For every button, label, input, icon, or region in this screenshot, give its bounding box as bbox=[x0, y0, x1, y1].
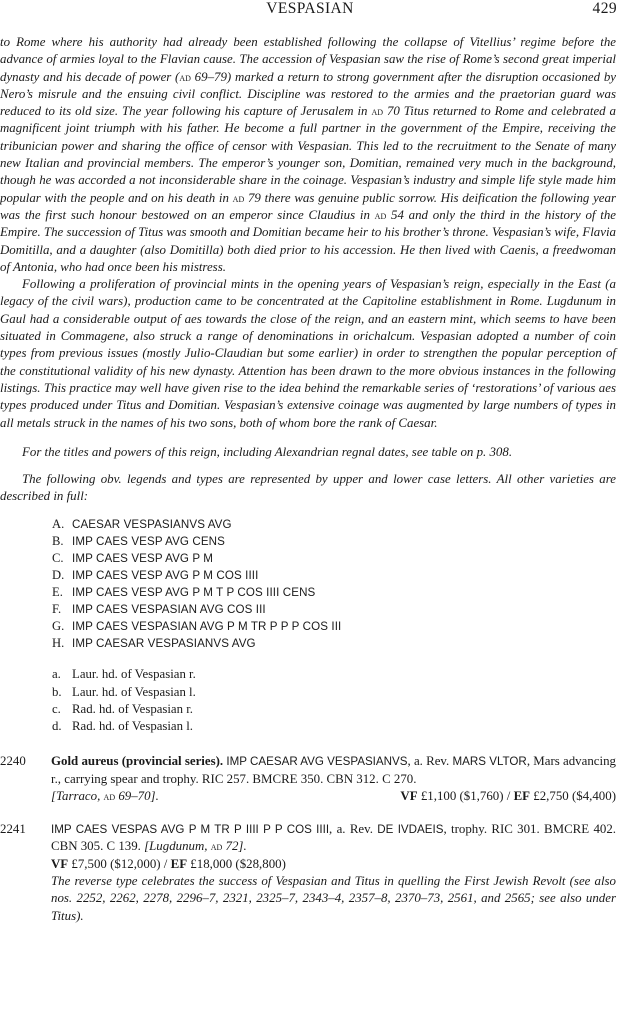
intro-paragraph-2: Following a proliferation of provincial mints in the opening years of Vespasian’s reign, especially in the East (a legacy of the civil wars), production came to be concentrated at the Capitoline establishment in Rome. Lugdunum in Gaul had a considerable output of aes towards the close of the reign, and an eastern mint, which seems to have been situated in Commagene, also struck a range of denominations in orichalcum. Vespasian adopted a number of coin types from previous issues (mostly Julio-Claudian but some earlier) in order to strengthen the popular perception of the constitutional validity of his new dynasty. Attention has been drawn to the more obvious instances in the following listings. This practice may well have given rise to the idea behind the remarkable series of ‘restorations’ of various aes types produced under Titus and Domitian. Vespasian’s extensive coinage was augmented by large numbers of types in all metals struck in the names of his two sons, both of whom bore the rank of Caesar. bbox=[0, 277, 616, 430]
era-abbrev: ad bbox=[371, 104, 384, 119]
entry-description: IMP CAES VESPAS AVG P M TR P IIII P P COS IIII, a. Rev. DE IVDAEIS, trophy. RIC 301. BMCRE 402. CBN 305. C 139. [Lugdunum, ad 72]. bbox=[51, 822, 616, 854]
reverse-legend: DE IVDAEIS bbox=[377, 823, 444, 837]
price-values: VF £1,100 ($1,760) / EF £2,750 ($4,400) bbox=[400, 788, 616, 803]
era-abbrev: ad bbox=[103, 788, 116, 803]
mint-reference: [Lugdunum, ad 72]. bbox=[144, 839, 247, 854]
obverse-legend: IMP CAESAR AVG VESPASIANVS bbox=[226, 755, 408, 769]
type-item: d. Rad. hd. of Vespasian l. bbox=[52, 719, 193, 734]
entry-mint-price-row bbox=[51, 788, 616, 805]
titles-note: For the titles and powers of this reign, including Alexandrian regnal dates, see table on p. 308. bbox=[22, 444, 513, 459]
obverse-legend-list bbox=[52, 516, 616, 653]
running-head bbox=[0, 0, 620, 22]
era-abbrev: ad bbox=[374, 207, 387, 222]
type-item: a. Laur. hd. of Vespasian r. bbox=[52, 667, 196, 682]
entry-number: 2240 bbox=[0, 754, 26, 769]
type-item: b. Laur. hd. of Vespasian l. bbox=[52, 684, 196, 699]
entry-note: The reverse type celebrates the success of Vespasian and Titus in quelling the First Jewish Revolt (see also nos. 2252, 2262, 2278, 2296–7, 2321, 2325–7, 2343–4, 2357–8, 2370–73, 2561, and 2565; see also under Titus). bbox=[51, 874, 616, 923]
catalogue-entry-2241 bbox=[0, 821, 616, 925]
legend-item: H. IMP CAESAR VESPASIANVS AVG bbox=[52, 636, 256, 651]
page-number: 429 bbox=[592, 0, 617, 17]
intro-paragraph-1: to Rome where his authority had already been established following the collapse of Vitellius’ regime before the advance of armies loyal to the Flavian cause. The accession of Vespasian saw the rise of Rome’s second great imperial dynasty and his decade of power (ad 69–79) marked a return to strong government after the disruption occasioned by Nero’s misrule and the ensuing civil conflict. Discipline was restored to the armies and the praetorian guard was reduced to its old size. The year following his capture of Jerusalem in ad 70 Titus returned to Rome and celebrated a magnificent joint triumph with his father. He become a full partner in the government of the Empire, receiving the tribunician power and sharing the office of censor with Vespasian. This led to the recruitment to the Senate of many new Italian and provincial members. The emperor’s younger son, Domitian, remained very much in the background, though he was accorded a not inconsiderable share in the coinage. Vespasian’s industry and simple life style made him popular with the people and on his death in ad 79 there was genuine public sorrow. His deification the following year was the first such honour bestowed on an emperor since Claudius in ad 54 and only the third in the history of the Empire. The succession of Titus was smooth and Domitian became heir to his brother’s throne. Vespasian’s wife, Flavia Domitilla, and a daughter (also Domitilla) both died prior to his accession. He then lived with Caenis, a freedwoman of Antonia, who had once been his mistress. bbox=[0, 35, 616, 274]
legend-item: C. IMP CAES VESP AVG P M bbox=[52, 550, 214, 565]
entry-number: 2241 bbox=[0, 822, 26, 837]
legend-item: D. IMP CAES VESP AVG P M COS IIII bbox=[52, 568, 259, 582]
entry-description: Gold aureus (provincial series). IMP CAESAR AVG VESPASIANVS, a. Rev. MARS VLTOR, Mars advancing r., carrying spear and trophy. RIC 257. BMCRE 350. CBN 312. C 270. bbox=[51, 754, 616, 786]
reverse-legend: MARS VLTOR bbox=[452, 755, 527, 769]
obverse-legend: IMP CAES VESPAS AVG P M TR P IIII P P COS IIII bbox=[51, 823, 330, 837]
legend-item: G. IMP CAES VESPASIAN AVG P M TR P P P COS III bbox=[52, 619, 342, 634]
body-text bbox=[0, 34, 616, 925]
legend-item: E. IMP CAES VESP AVG P M T P COS IIII CENS bbox=[52, 585, 316, 600]
legend-item: F. IMP CAES VESPASIAN AVG COS III bbox=[52, 602, 266, 617]
mint-reference: [Tarraco, ad 69–70]. bbox=[51, 788, 159, 803]
legend-item: B. IMP CAES VESP AVG CENS bbox=[52, 533, 225, 548]
era-abbrev: ad bbox=[232, 190, 245, 205]
price-values: VF £7,500 ($12,000) / EF £18,000 ($28,800) bbox=[51, 856, 286, 871]
entry-title: Gold aureus (provincial series). bbox=[51, 754, 224, 769]
legends-note: The following obv. legends and types are represented by upper and lower case letters. All other varieties are described in full: bbox=[0, 472, 616, 504]
catalogue-entry-2240 bbox=[0, 753, 616, 805]
legend-item: A. CAESAR VESPASIANVS AVG bbox=[52, 516, 232, 531]
era-abbrev: ad bbox=[210, 839, 223, 854]
era-abbrev: ad bbox=[179, 69, 191, 84]
obverse-type-list bbox=[52, 666, 616, 735]
running-title: VESPASIAN bbox=[266, 0, 354, 17]
type-item: c. Rad. hd. of Vespasian r. bbox=[52, 701, 193, 716]
